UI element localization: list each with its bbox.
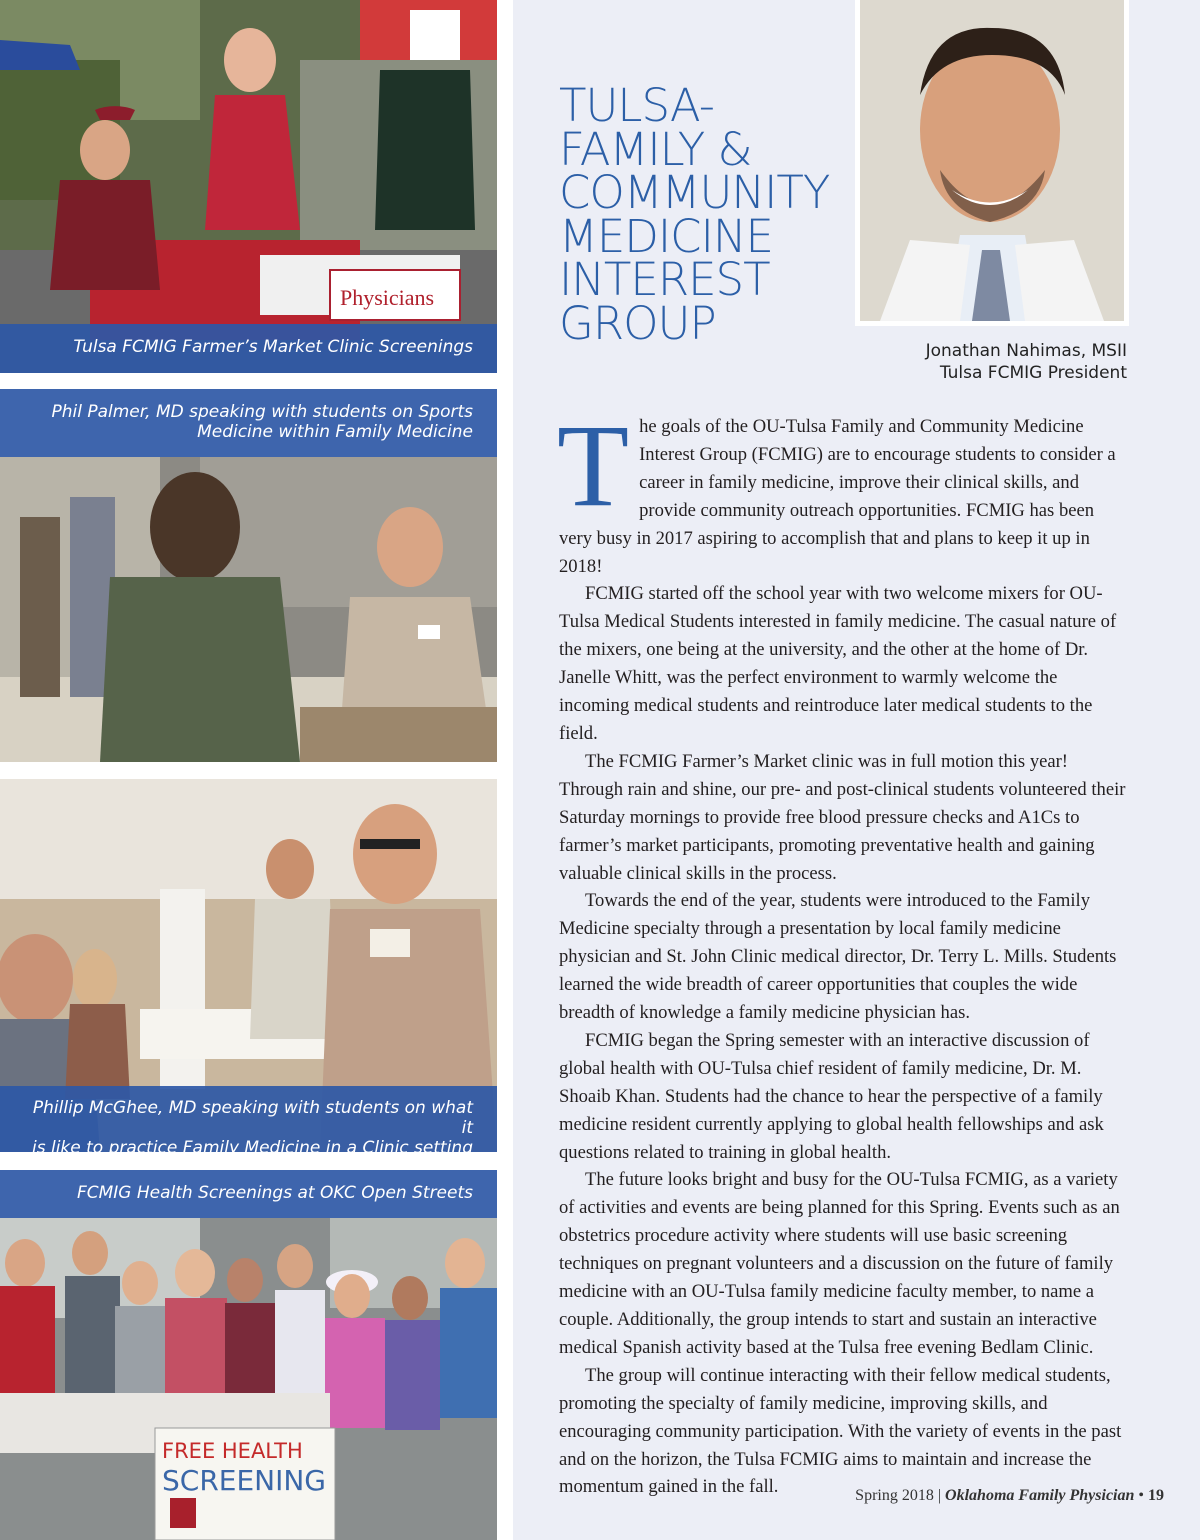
screening-sign-line: FREE HEALTH: [162, 1439, 303, 1463]
article-paragraph: The future looks bright and busy for the OU-Tulsa FCMIG, as a variety of activities and events are being planned for this Spring. Events such as an obstetrics procedure activity where students will use basic screening techniques on pregnant volunteers and a discussion on the future of family medicine with an OU-Tulsa family medicine faculty member, to name a couple. Additionally, the group intends to start and sustain an interactive medical Spanish activity based at the Tulsa free evening Bedlam Clinic.: [559, 1169, 1120, 1358]
caption-line: Phillip McGhee, MD speaking with students on what it: [32, 1098, 473, 1138]
photo-farmers-market: [0, 0, 497, 373]
caption-line: Phil Palmer, MD speaking with students on Sports: [51, 402, 473, 422]
paragraph-text: he goals of the OU-Tulsa Family and Community Medicine Interest Group (FCMIG) are to encourage students to consider a career in family medicine, improve their clinical skills, and provide community outreach opportunities. FCMIG has been very busy in 2017 aspiring to accomplish that and plans to keep it up in 2018!: [559, 416, 1116, 577]
screening-sign-line: SCREENING: [162, 1464, 327, 1497]
title-line: FAMILY &: [559, 122, 752, 176]
article-paragraph: FCMIG started off the school year with two welcome mixers for OU-Tulsa Medical Students interested in family medicine. The casual nature of the mixers, one being at the university, and the other at the home of Dr. Janelle Whitt, was the perfect environment to warmly welcome the incoming medical students and reintroduce later medical students to the field.: [559, 583, 1117, 744]
caption-line: Medicine within Family Medicine: [197, 422, 473, 442]
drop-cap: T: [557, 400, 630, 531]
title-line: COMMUNITY: [559, 166, 830, 219]
photo-okc-open-streets: [0, 1218, 497, 1540]
caption-okc-open-streets: [0, 1170, 497, 1218]
physicians-sign-text: Physicians: [340, 285, 435, 310]
caption-line: FCMIG Health Screenings at OKC Open Streets: [76, 1183, 473, 1203]
caption-line: is like to practice Family Medicine in a Clinic setting: [32, 1138, 473, 1158]
article-body: [557, 400, 1129, 1501]
page-number: 19: [1148, 1487, 1164, 1504]
issue-date: Spring 2018: [855, 1487, 934, 1504]
photo-phil-palmer: [0, 457, 497, 762]
article-paragraph: The FCMIG Farmer’s Market clinic was in full motion this year! Through rain and shine, our pre- and post-clinical students volunteered their Saturday mornings to provide free blood pressure checks and A1Cs to farmer’s market participants, promoting preventative health and gaining valuable clinical skills in the process.: [559, 750, 1126, 884]
caption-farmers-market: [0, 324, 497, 373]
title-line: TULSA-: [559, 79, 714, 132]
photo-column: [0, 0, 497, 1540]
footer-separator: |: [937, 1487, 942, 1504]
caption-phil-palmer: [0, 389, 497, 457]
title-line: MEDICINE: [559, 209, 773, 263]
article-paragraph: Towards the end of the year, students were introduced to the Family Medicine specialty through a presentation by local family medicine physician and St. John Clinic medical director, Dr. Terry L. Mills. Students learned the wide breadth of career opportunities that couples the wide breadth of knowledge a family medicine physician has.: [559, 890, 1117, 1024]
article-title: [559, 79, 859, 350]
footer-bullet: •: [1138, 1487, 1144, 1504]
article-paragraph: The group will continue interacting with their fellow medical students, promoting the specialty of family medicine, improving skills, and encouraging community participation. With the variety of events in the past and on the horizon, the Tulsa FCMIG aims to maintain and increase the momentum gained in the fall.: [559, 1364, 1122, 1498]
caption-phillip-mcghee: [0, 1086, 497, 1158]
title-line: GROUP: [559, 296, 716, 350]
title-line: INTEREST: [559, 253, 770, 306]
article-paragraph: [557, 400, 1129, 580]
portrait-caption: [860, 340, 1127, 384]
portrait-name: Jonathan Nahimas, MSII: [925, 341, 1127, 361]
portrait-role: Tulsa FCMIG President: [939, 363, 1127, 383]
article-paragraph: FCMIG began the Spring semester with an interactive discussion of global health with OU-Tulsa chief resident of family medicine, Dr. M. Shoaib Khan. Students had the chance to hear the perspective of a family medicine resident currently applying to global health fellowships and ask questions related to training in global health.: [559, 1029, 1104, 1163]
portrait-photo: [855, 0, 1129, 326]
magazine-name: Oklahoma Family Physician: [945, 1487, 1135, 1504]
caption-line: Tulsa FCMIG Farmer’s Market Clinic Screenings: [73, 337, 473, 357]
page-footer: [855, 1487, 1164, 1505]
